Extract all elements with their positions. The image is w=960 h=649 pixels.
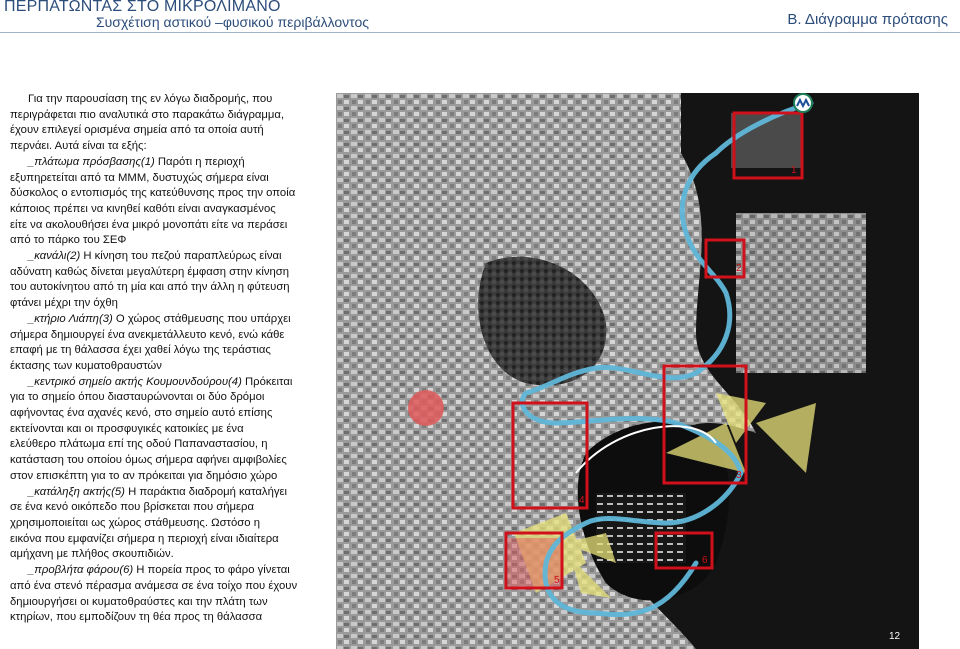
point-line: ελεύθερο πλάτωμα επί της οδού Παπαναστασίου, η — [10, 438, 268, 451]
point-item: _κτήριο Λιάπη(3) Ο χώρος στάθμευσης που υπάρχει — [28, 312, 291, 325]
point-name: _κτήριο Λιάπη(3) — [28, 312, 113, 325]
metro-icon — [794, 94, 812, 112]
intro-line: έχουν επιλεγεί ορισμένα σημεία από τα οποία αυτή — [10, 124, 264, 137]
point-line: κτηρίων, που εμποδίζουν τη θέα προς τη θάλασσα — [10, 611, 263, 624]
point-item: _πλάτωμα πρόσβασης(1) Παρότι η περιοχή — [28, 155, 245, 168]
point-item: _κανάλι(2) Η κίνηση του πεζού παραπλεύρως είναι — [28, 250, 282, 263]
marker-4: 4 — [579, 495, 585, 506]
marker-1: 1 — [791, 165, 797, 176]
aerial-map — [336, 93, 919, 649]
point-line: εκτείνονται και οι προσφυγικές κατοικίες με ένα — [10, 422, 244, 435]
header-divider — [0, 32, 960, 33]
point-line: φτάνει μέχρι την όχθη — [10, 297, 118, 310]
intro-line: Για την παρουσίαση της εν λόγω διαδρομής, που — [28, 93, 273, 105]
point-line: αμήχανη με πλήθος σκουπιδιών. — [10, 548, 174, 561]
marker-3: 3 — [736, 470, 742, 481]
point-line: αδύνατη καθώς δίνεται μεγαλύτερη έμφαση στην κίνηση — [10, 265, 290, 278]
point-line: δημιουργήσει οι κυματοθραύστες και την πλάτη των — [10, 595, 268, 608]
page-title: ΠΕΡΠΑΤΩΝΤΑΣ ΣΤΟ ΜΙΚΡΟΛΙΜΑΝΟ — [4, 0, 281, 15]
point-name: _κατάληξη ακτής(5) — [28, 485, 125, 498]
point-line: σήμερα δημιουργεί ένα ανεκμετάλλευτο κενό, ενώ κάθε — [10, 328, 285, 341]
marker-5: 5 — [554, 575, 560, 586]
point-name: _κανάλι(2) — [28, 250, 81, 263]
point-line: δύσκολος ο εντοπισμός της κατεύθυνσης προς την οποία — [10, 187, 296, 200]
point-line: από το πάρκο του ΣΕΦ — [10, 234, 127, 247]
intro-line: περνάει. Αυτά είναι τα εξής: — [10, 140, 147, 153]
map-svg — [336, 93, 919, 649]
coastal-buildings — [736, 213, 866, 373]
point-item: _κεντρικό σημείο ακτής Κουμουνδούρου(4) Πρόκειται — [28, 375, 293, 388]
point-line: χρησιμοποιείται ως χώρος στάθμευσης. Ωστόσο η — [10, 516, 260, 529]
point-line: κάποιος πρέπει να κινηθεί καθότι είναι αναγκασμένος — [10, 202, 276, 215]
point-line: σε ένα κενό οικόπεδο που βρίσκεται που σήμερα — [10, 501, 255, 514]
point-name: _πλάτωμα πρόσβασης(1) — [28, 155, 155, 168]
point-name: _κεντρικό σημείο ακτής Κουμουνδούρου(4) — [28, 375, 242, 388]
intro-line: περιγράφεται πιο αναλυτικά στο παρακάτω διάγραμμα, — [10, 108, 285, 121]
point-name: _προβλήτα φάρου(6) — [28, 564, 134, 577]
section-title: Β. Διάγραμμα πρότασης — [787, 11, 948, 28]
marker-2: 2 — [736, 263, 742, 274]
point-line: αφήνοντας ένα αχανές κενό, στο σημείο αυτό επίσης — [10, 407, 273, 420]
header — [0, 0, 960, 30]
point-line: εικόνα που εμφανίζει σήμερα η περιοχή είναι ιδιαίτερα — [10, 532, 279, 545]
point-line: από ένα στενό πέρασμα ανάμεσα σε ένα τοίχο που έχουν — [10, 579, 298, 592]
marker-6: 6 — [702, 555, 708, 566]
point-line: κατάσταση του οποίου όμως σήμερα αφήνει αμφιβολίες — [10, 454, 287, 467]
zone-marker-red — [408, 390, 444, 426]
point-line: εξυπηρετείται από τα ΜΜΜ, δυστυχώς σήμερα είναι — [10, 171, 269, 184]
page-number: 12 — [889, 631, 901, 642]
point-line: είτε να ακολουθήσει ένα μικρό μονοπάτι είτε να περάσει — [10, 218, 288, 231]
page-subtitle: Συσχέτιση αστικού –φυσικού περιβάλλοντος — [96, 14, 370, 30]
point-line: επαφή με τη θάλασσα έχει χαθεί λόγω της τεράστιας — [10, 344, 271, 357]
point-item: _κατάληξη ακτής(5) Η παράκτια διαδρομή καταλήγει — [28, 485, 288, 498]
point-line: για το σημείο όπου διασταυρώνονται οι δύο δρόμοι — [10, 391, 265, 404]
point-line: του αυτοκίνητου από τη μία και από την άλλη η φύτευση — [10, 281, 290, 294]
point-line: στον επισκέπτη για το αν πρόκειται για δημόσιο χώρο — [10, 469, 278, 482]
point-item: _προβλήτα φάρου(6) Η πορεία προς το φάρο γίνεται — [28, 564, 290, 577]
point-line: έκτασης των κυματοθραυστών — [10, 359, 162, 372]
description-text — [10, 92, 330, 626]
